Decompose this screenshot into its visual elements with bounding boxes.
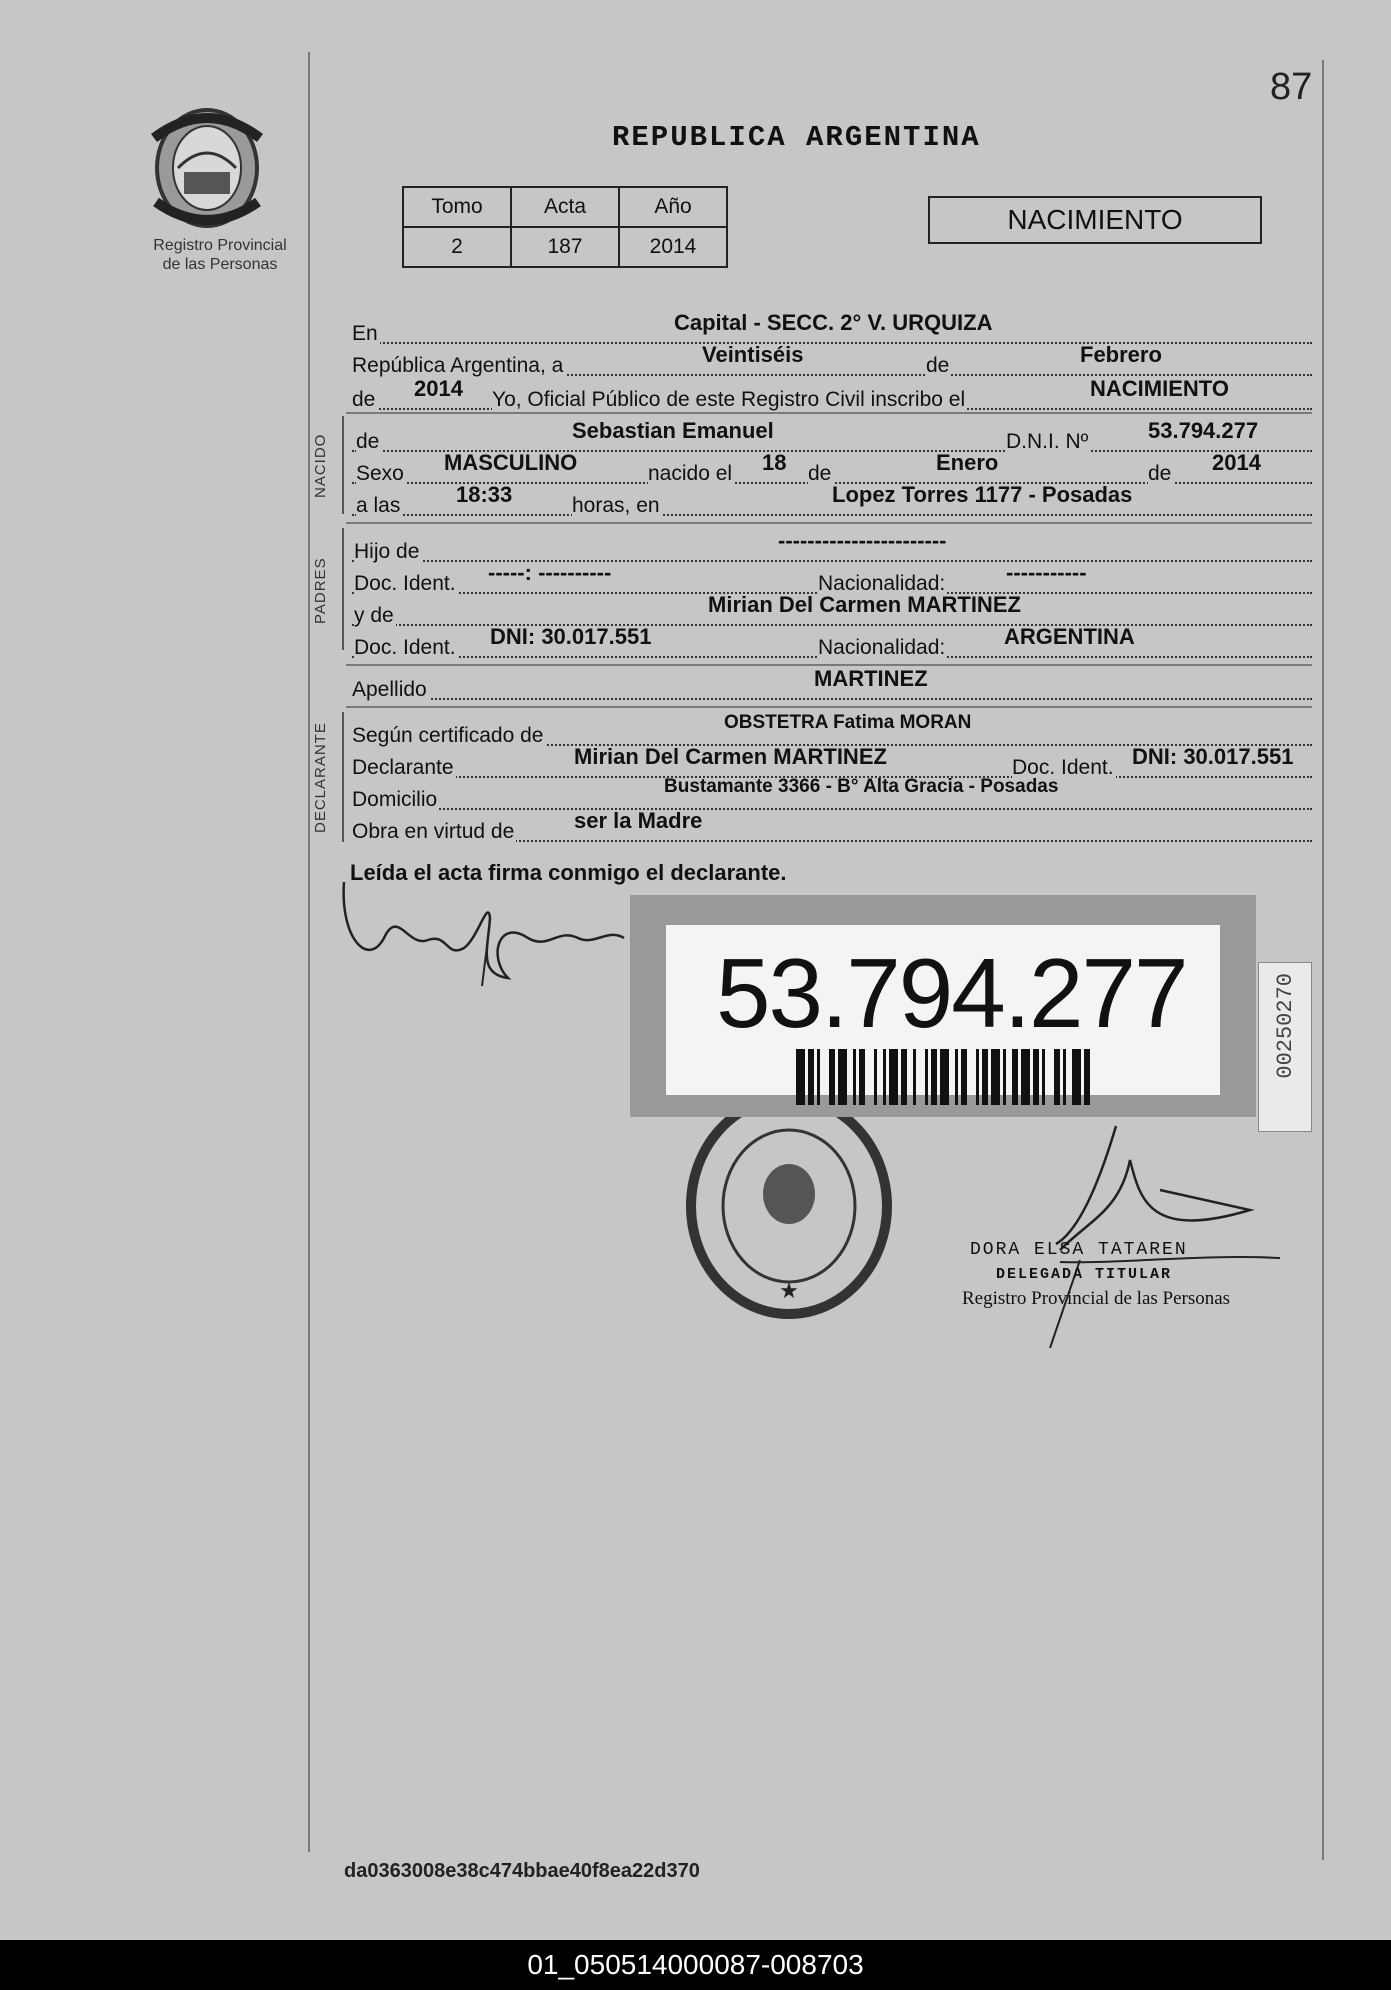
official-name: DORA ELSA TATAREN [970,1240,1188,1260]
barcode-bar [1072,1049,1081,1105]
registration-day: Veintiséis [702,342,804,367]
logo-caption: Registro Provincial de las Personas [153,237,287,273]
declarant-name: Mirian Del Carmen MARTINEZ [574,744,887,769]
barcode-bar [859,1049,865,1105]
barcode-bar [901,1049,907,1105]
barcode-bar [1063,1049,1066,1105]
svg-text:★: ★ [779,1279,799,1304]
barcode-bar [961,1049,967,1105]
declarant-address: Bustamante 3366 - B° Alta Gracia - Posadas [664,776,1059,797]
barcode-bar [955,1049,958,1105]
birth-day: 18 [762,450,787,475]
official-title: DELEGADA TITULAR [996,1266,1173,1283]
row-father: Hijo de ----------------------- [352,536,1312,566]
barcode-bar [1021,1049,1030,1105]
row-declarant: Declarante Mirian Del Carmen MARTINEZ Doc. Ident. DNI: 30.017.551 [352,752,1312,782]
left-margin-line [308,52,310,1852]
record-reference-table [402,186,728,268]
barcode-bar [1054,1049,1060,1105]
father-document: -----: ---------- [488,560,612,585]
barcode-bar [817,1049,820,1105]
barcode-bar [1033,1049,1039,1105]
province-emblem-logo [144,98,270,232]
child-sex: MASCULINO [444,450,578,475]
barcode-bar [940,1049,949,1105]
document-hash: da0363008e38c474bbae40f8ea22d370 [344,1860,700,1882]
barcode-bar [991,1049,1000,1105]
barcode-bar [874,1049,877,1105]
side-label-padres: PADRES [312,557,329,625]
place-value: Capital - SECC. 2° V. URQUIZA [674,310,993,335]
row-date: República Argentina, a Veintiséis de Febrero [352,350,1312,380]
row-birth: Sexo MASCULINO nacido el 18 de Enero de 2014 [352,458,1312,488]
row-name: de Sebastian Emanuel D.N.I. Nº 53.794.277 [352,426,1312,456]
official-signature [1020,1120,1290,1350]
barcode-bar [1003,1049,1006,1105]
row-mother-doc: Doc. Ident. DNI: 30.017.551 Nacionalidad: ARGENTINA [352,632,1312,662]
barcode-bar [976,1049,979,1105]
barcode-bar [838,1049,847,1105]
birth-year: 2014 [1212,450,1261,475]
barcode-bar [829,1049,835,1105]
barcode-bar [1084,1049,1090,1105]
barcode-bar [1012,1049,1018,1105]
declarant-signature [338,878,628,988]
table-header-acta: Acta [511,187,619,227]
row-mother: y de Mirian Del Carmen MARTINEZ [352,600,1312,630]
right-margin-line [1322,60,1324,1860]
row-father-doc: Doc. Ident. -----: ---------- Nacionalidad: ----------- [352,568,1312,598]
footer-identifier: 01_050514000087-008703 [0,1940,1391,1990]
barcode-bar [889,1049,898,1105]
official-organization: Registro Provincial de las Personas [962,1288,1231,1309]
barcode-bar [913,1049,916,1105]
birth-month: Enero [936,450,999,475]
table-header-anio: Año [619,187,727,227]
row-place: En Capital - SECC. 2° V. URQUIZA [352,318,1312,348]
child-dni: 53.794.277 [1148,418,1259,443]
barcode-bar [982,1049,988,1105]
record-kind: NACIMIENTO [1090,376,1229,401]
row-capacity: Obra en virtud de ser la Madre [352,816,1312,846]
side-label-nacido: NACIDO [312,433,329,499]
mother-document: DNI: 30.017.551 [490,624,652,649]
official-seal-stamp [684,1090,894,1322]
side-label-declarante: DECLARANTE [312,722,329,834]
row-address: Domicilio Bustamante 3366 - B° Alta Gracia - Posadas [352,784,1312,814]
registration-year: 2014 [414,376,463,401]
row-time: a las 18:33 horas, en Lopez Torres 1177 - Posadas [352,490,1312,520]
row-year: de 2014 Yo, Oficial Público de este Registro Civil inscribo el NACIMIENTO [352,384,1312,414]
barcode-bar [1042,1049,1045,1105]
barcode-bar [931,1049,937,1105]
barcode-side-code: 00250270 [1258,962,1312,1132]
mother-name: Mirian Del Carmen MARTINEZ [708,592,1021,617]
barcode-bar [925,1049,928,1105]
dni-barcode-label [630,895,1256,1117]
closing-statement: Leída el acta firma conmigo el declarante. [350,860,787,885]
certificate-value: OBSTETRA Fatima MORAN [724,712,972,733]
declarant-capacity: ser la Madre [574,808,703,833]
father-nationality: ----------- [1006,560,1087,585]
mother-nationality: ARGENTINA [1004,624,1135,649]
declarant-document: DNI: 30.017.551 [1132,744,1294,769]
registration-month: Febrero [1080,342,1162,367]
table-cell-tomo: 2 [403,227,511,267]
country-title: REPUBLICA ARGENTINA [612,121,981,154]
barcode-bar [796,1049,805,1105]
barcode-number: 53.794.277 [716,938,1187,1048]
record-type-box: NACIMIENTO [928,196,1262,244]
table-cell-anio: 2014 [619,227,727,267]
table-cell-acta: 187 [511,227,619,267]
surname-value: MARTINEZ [814,666,928,691]
birth-place: Lopez Torres 1177 - Posadas [832,482,1133,507]
row-certificate: Según certificado de OBSTETRA Fatima MORAN [352,720,1312,750]
barcode-bar [808,1049,814,1105]
barcode-bar [853,1049,856,1105]
birth-time: 18:33 [456,482,513,507]
father-name: ----------------------- [778,528,947,553]
page-number: 87 [1270,66,1313,108]
barcode-bars [796,1049,1176,1105]
table-header-tomo: Tomo [403,187,511,227]
barcode-bar [883,1049,886,1105]
child-name: Sebastian Emanuel [572,418,774,443]
row-surname: Apellido MARTINEZ [352,674,1312,704]
